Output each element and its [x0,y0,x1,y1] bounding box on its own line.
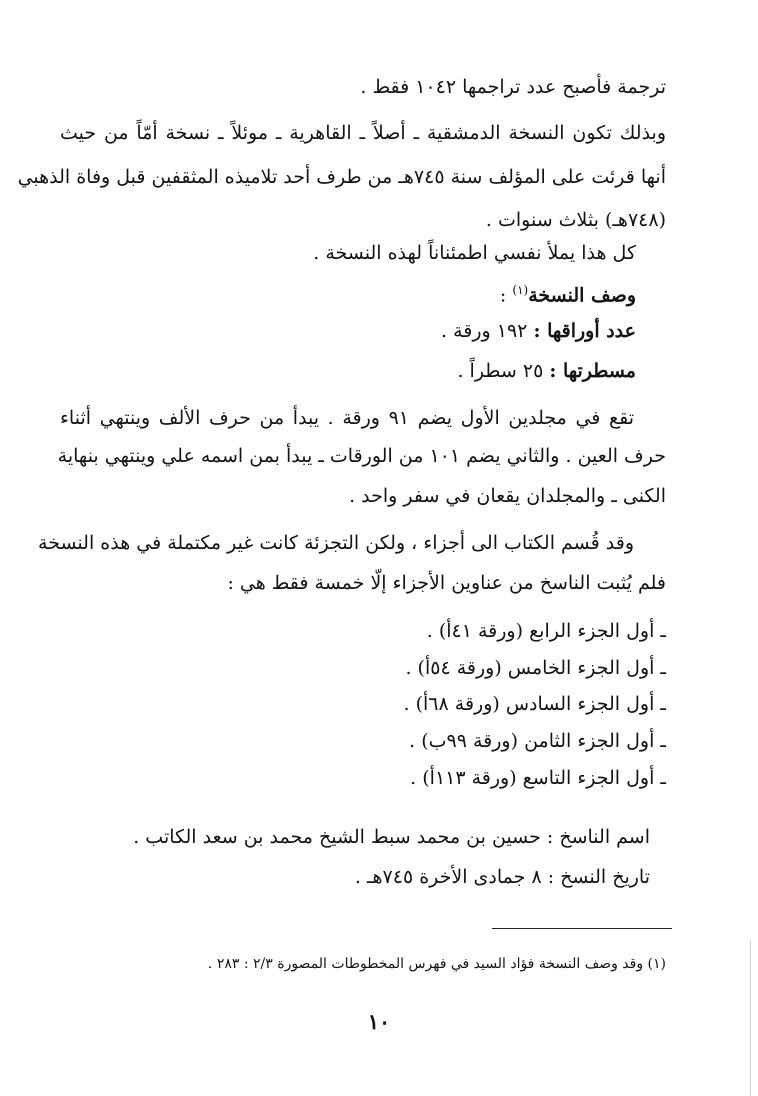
paragraph1-line1: وبذلك تكون النسخة الدمشقية ـ أصلاً ـ القاهرية ـ موئلاً ـ نسخة أمّاً من حيث [60,122,666,144]
footnote-marker: (١) [512,283,529,297]
lines-value: ٢٥ سطراً . [457,360,550,382]
paragraph2-line2: حرف العين . والثاني يضم ١٠١ من الورقات ـ يبدأ بمن اسمه علي وينتهي بنهاية [57,445,666,467]
intro-line: ترجمة فأصبح عدد تراجمها ١٠٤٢ فقط . [360,76,666,98]
page-number: ١٠ [367,1009,391,1034]
paragraph3-line1: وقد قُسم الكتاب الى أجزاء ، ولكن التجزئة كانت غير مكتملة في هذه النسخة [38,532,634,554]
part-item: ـ أول الجزء الثامن (ورقة ٩٩ب) . [409,730,666,752]
paragraph2-line3: الكنى ـ والمجلدان يقعان في سفر واحد . [349,485,666,507]
part-item: ـ أول الجزء السادس (ورقة ٦٨أ) . [403,693,666,715]
footnote: (١) وقد وصف النسخة فؤاد السيد في فهرس المخطوطات المصورة ٢/٣ : ٢٨٣ . [207,956,666,972]
leaves-value: ١٩٢ ورقة . [441,320,534,342]
footnote-divider [492,928,672,929]
part-item: ـ أول الجزء الرابع (ورقة ٤١أ) . [426,620,666,642]
copyist-name: اسم الناسخ : حسين بن محمد سبط الشيخ محمد بن سعد الكاتب . [133,826,650,848]
paragraph1-line4: كل هذا يملأ نفسي اطمئناناً لهذه النسخة . [313,242,636,264]
paragraph2-line1: تقع في مجلدين الأول يضم ٩١ ورقة . يبدأ من حرف الألف وينتهي أثناء [60,407,634,429]
description-heading [500,277,636,308]
lines-per-page [457,358,636,384]
description-heading-text: وصف النسخة [528,284,636,307]
page-edge-line [750,940,751,1096]
leaves-count [441,318,636,344]
paragraph1-line2: أنها قرئت على المؤلف سنة ٧٤٥هـ من طرف أحد تلاميذه المثقفين قبل وفاة الذهبي [17,166,666,188]
leaves-label: عدد أوراقها : [533,320,636,342]
part-item: ـ أول الجزء التاسع (ورقة ١١٣أ) . [410,767,666,789]
part-item: ـ أول الجزء الخامس (ورقة ٥٤أ) . [405,657,666,679]
lines-label: مسطرتها : [549,360,636,382]
paragraph3-line2: فلم يُثبت الناسخ من عناوين الأجزاء إلّا خمسة فقط هي : [227,572,666,594]
paragraph1-line3: (٧٤٨هـ) بثلاث سنوات . [485,209,666,231]
description-heading-suffix: : [499,284,513,307]
copy-date: تاريخ النسخ : ٨ جمادى الأخرة ٧٤٥هـ . [354,866,650,888]
